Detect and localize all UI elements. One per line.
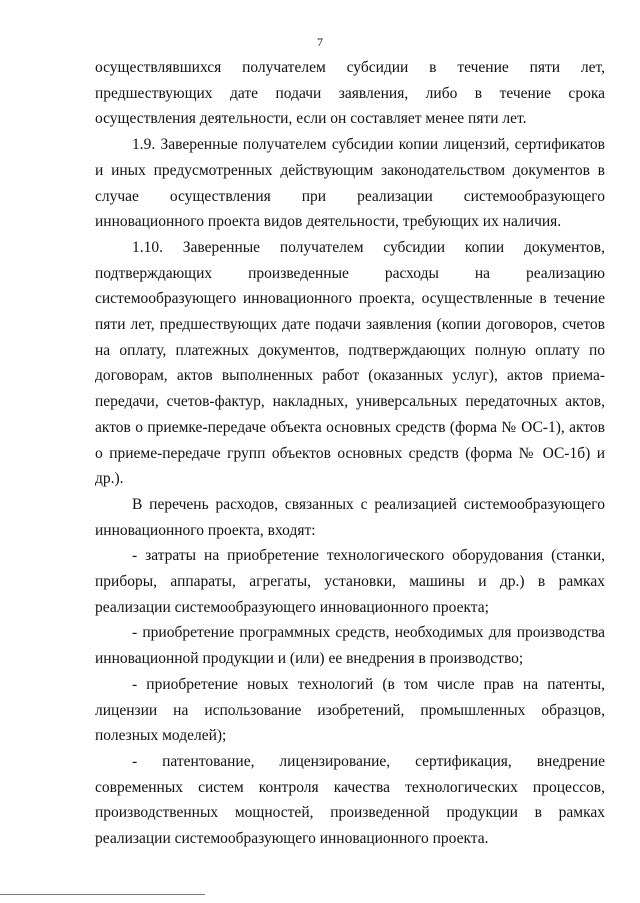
list-item-equipment: - затраты на приобретение технологического оборудования (станки, приборы, аппараты, агрегаты, установки, машины и др.) в рамках реализации системообразующего инновационного проекта; [95,547,605,616]
list-item-technologies: - приобретение новых технологий (в том числе прав на патенты, лицензии на использование изобретений, промышленных образцов, полезных моделей); [95,675,605,745]
list-item-software: - приобретение программных средств, необходимых для производства инновационной продукции и (или) ее внедрения в производство; [95,624,605,668]
paragraph-1-9: 1.9. Заверенные получателем субсидии копии лицензий, сертификатов и иных предусмотренных действующим законодательством документов в случае осуществления при реализации системообразующего инновационного проекта видов деятельности, требующих их наличия. [95,136,605,231]
paragraph-1-10: 1.10. Заверенные получателем субсидии копии документов, подтверждающих произведенные расходы на реализацию системообразующего инновационного проекта, осуществленные в течение пяти лет, предшествующих дате подачи заявления (копии договоров, счетов на оплату, платежных документов, подтверждающих полную оплату по договорам, актов выполненных работ (оказанных услуг), актов приема-передачи, счетов-фактур, накладных, универсальных передаточных актов, актов о приемке-передаче объекта основных средств (форма № ОС-1), актов о приеме-передаче групп объектов основных средств (форма № ОС-1б) и др.). [95,238,605,488]
document-body [95,55,605,852]
footer-divider [0,894,205,895]
list-item-certification: - патентование, лицензирование, сертификация, внедрение современных систем контроля качества технологических процессов, производственных мощностей, произведенной продукции в рамках реализации системообразующего инновационного проекта. [95,752,605,848]
paragraph-continuation: осуществлявшихся получателем субсидии в течение пяти лет, предшествующих дате подачи заявления, либо в течение срока осуществления деятельности, если он составляет менее пяти лет. [95,59,605,128]
paragraph-expenses-intro: В перечень расходов, связанных с реализацией системообразующего инновационного проекта, входят: [95,495,605,539]
page-number: 7 [317,35,323,49]
